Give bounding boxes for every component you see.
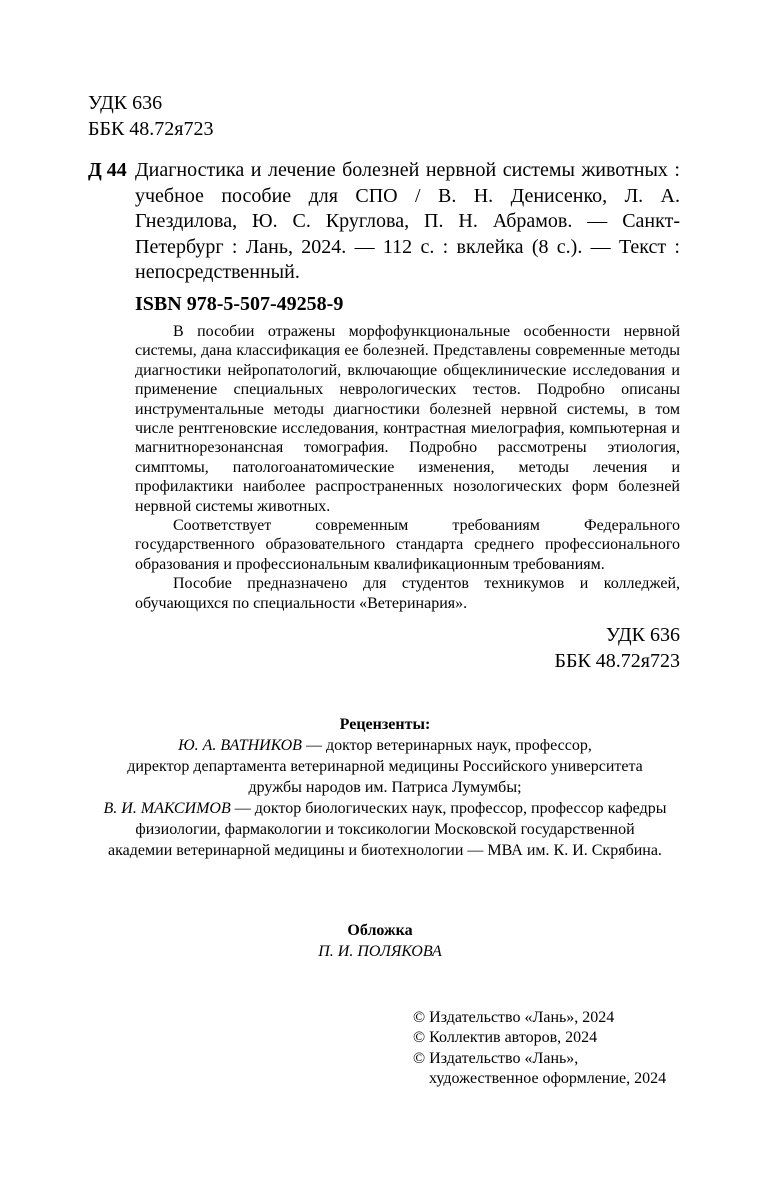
copyright-line: © Коллектив авторов, 2024 — [413, 1029, 598, 1047]
cover-artist: П. И. ПОЛЯКОВА — [318, 943, 442, 960]
reviewers-heading: Рецензенты: — [339, 716, 431, 733]
udk-code: УДК 636 — [605, 624, 680, 646]
udk-code: УДК 636 — [88, 92, 163, 114]
reviewer-2-institution: академии ветеринарной медицины и биотехнологии — МВА им. К. И. Скрябина. — [108, 842, 662, 859]
bibliographic-record — [88, 158, 680, 286]
reviewer-1 — [60, 735, 710, 756]
author-mark: Д 44 — [88, 159, 127, 181]
bbk-code: ББК 48.72я723 — [88, 118, 214, 140]
bbk-code: ББК 48.72я723 — [554, 650, 680, 672]
bibliographic-description: Диагностика и лечение болезней нервной системы животных : учебное пособие для СПО / В. Н. Денисенко, Л. А. Гнездилова, Ю. С. Круглова, П. Н. Абрамов. — Санкт-Петербург : Лань, 2024. — 112 с. : вклейка (8 с.). — Текст : непосредственный. — [135, 159, 680, 283]
reviewer-2 — [60, 798, 710, 819]
copyright-line: © Издательство «Лань», 2024 — [413, 1009, 615, 1026]
copyright-notice — [413, 1008, 713, 1089]
classification-codes-bottom — [480, 622, 680, 674]
isbn: ISBN 978-5-507-49258-9 — [135, 293, 344, 315]
reviewer-1-institution: дружбы народов им. Патриса Лумумбы; — [248, 779, 522, 796]
copyright-line: © Издательство «Лань», — [413, 1049, 579, 1067]
reviewer-1-position: директор департамента ветеринарной медицины Российского университета — [127, 758, 643, 775]
cover-credit — [230, 920, 530, 962]
reviewers-block — [60, 714, 710, 861]
reviewer-1-title: — доктор ветеринарных наук, профессор, — [301, 737, 592, 754]
abstract-paragraph: Соответствует современным требованиям Федерального государственного образовательного стандарта среднего профессионального образования и профессиональным квалификационным требованиям. — [135, 517, 680, 573]
cover-heading: Обложка — [347, 922, 413, 939]
abstract-paragraph: В пособии отражены морфофункциональные особенности нервной системы, дана классификация ее болезней. Представлены современные методы диагностики нейропатологий, включающие общеклинические исследования и применение специальных неврологических тестов. Подробно описаны инструментальные методы диагностики болезней нервной системы, в том числе рентгеновские исследования, контрастная миелография, компьютерная и магнитнорезонансная томография. Подробно рассмотрены этиология, симптомы, патологоанатомические изменения, методы лечения и профилактики наиболее распространенных нозологических форм болезней нервной системы животных. — [135, 323, 680, 515]
reviewer-1-name: Ю. А. ВАТНИКОВ — [178, 737, 302, 754]
classification-codes-top — [88, 90, 214, 142]
abstract — [135, 322, 680, 613]
abstract-paragraph: Пособие предназначено для студентов техникумов и колледжей, обучающихся по специальности «Ветеринария». — [135, 575, 680, 612]
reviewer-2-title: — доктор биологических наук, профессор, профессор кафедры — [230, 800, 667, 817]
reviewer-2-name: В. И. МАКСИМОВ — [103, 800, 231, 817]
reviewer-2-department: физиологии, фармакологии и токсикологии Московской государственной — [135, 821, 635, 838]
copyright-line: художественное оформление, 2024 — [429, 1069, 667, 1087]
